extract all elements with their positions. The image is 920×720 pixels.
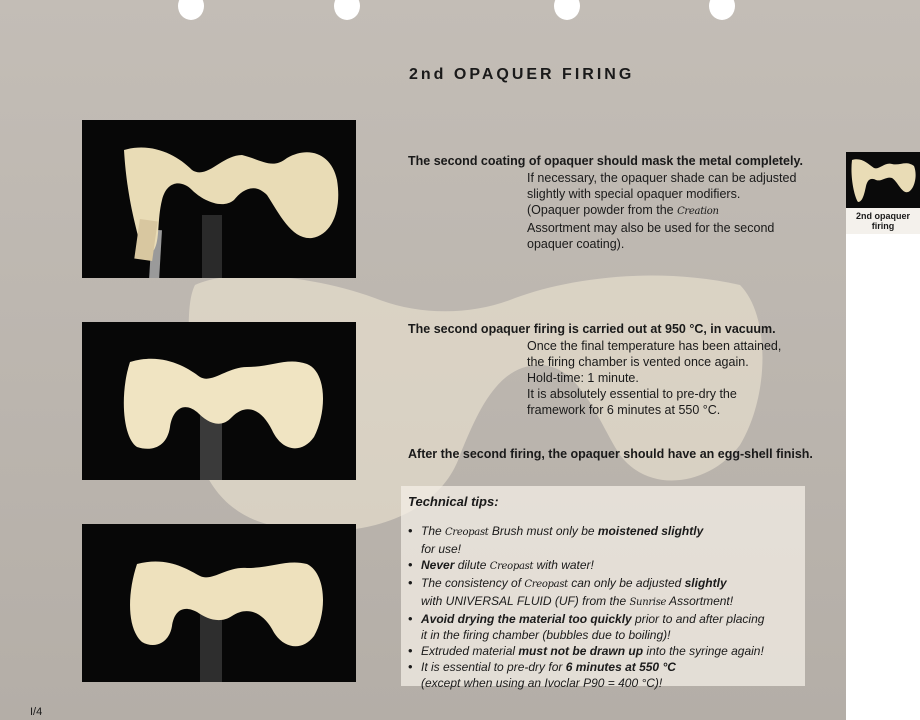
section3-lead: After the second firing, the opaquer should have an egg-shell finish. bbox=[408, 447, 813, 461]
section1-line-text: (Opaquer powder from the bbox=[527, 203, 678, 217]
tip-item-continuation: (except when using an Ivoclar P90 = 400 °C)! bbox=[421, 676, 663, 690]
side-tab-label bbox=[846, 211, 920, 231]
tip-item: • It is essential to pre-dry for 6 minutes at 550 °C bbox=[421, 659, 764, 675]
tip-item-continuation: it in the firing chamber (bubbles due to boiling)! bbox=[421, 628, 671, 642]
tip-item: • Extruded material must not be drawn up into the syringe again! bbox=[421, 643, 764, 659]
creation-brand-logo: Creation bbox=[677, 206, 719, 217]
tip-item: • Avoid drying the material too quickly prior to and after placing bbox=[421, 611, 764, 627]
side-tab-label-line: 2nd opaquer bbox=[855, 211, 910, 221]
page-number: I/4 bbox=[30, 706, 43, 718]
technical-tips-box bbox=[401, 486, 805, 690]
section1-line: opaquer coating). bbox=[527, 237, 625, 251]
section1-body bbox=[527, 170, 812, 252]
section2-lead: The second opaquer firing is carried out at 950 °C, in vacuum. bbox=[408, 322, 776, 336]
side-tab-thumbnail bbox=[846, 152, 920, 208]
section2-line: Once the final temperature has been attained, bbox=[527, 339, 782, 353]
tip-item-continuation: for use! bbox=[421, 542, 462, 556]
section1-line: Assortment may also be used for the second bbox=[527, 221, 775, 235]
sunrise-brand-logo: Sunrise bbox=[629, 597, 667, 608]
section2-line: Hold-time: 1 minute. bbox=[527, 371, 639, 385]
section1-line bbox=[527, 202, 812, 220]
tip-item-continuation: with UNIVERSAL FLUID (UF) from the Sunrise Assortment! bbox=[421, 594, 734, 608]
framework-photo-egg-shell bbox=[82, 524, 356, 682]
framework-photo-first-coat bbox=[82, 120, 356, 278]
section1-line: If necessary, the opaquer shade can be adjusted bbox=[527, 171, 797, 185]
tip-item: • The Creopast Brush must only be moistened slightly bbox=[421, 523, 764, 541]
side-margin bbox=[846, 234, 920, 720]
tip-item: • Never dilute Creopast with water! bbox=[421, 557, 764, 575]
section1-lead: The second coating of opaquer should mask the metal completely. bbox=[408, 154, 803, 168]
section2-line: It is absolutely essential to pre-dry the bbox=[527, 387, 737, 401]
tip-item: • The consistency of Creopast can only be adjusted slightly bbox=[421, 575, 764, 593]
section2-line: the firing chamber is vented once again. bbox=[527, 355, 749, 369]
creopast-brand-logo: Creopast bbox=[445, 527, 489, 538]
section2-line: framework for 6 minutes at 550 °C. bbox=[527, 403, 721, 417]
tips-heading: Technical tips: bbox=[408, 494, 499, 509]
framework-photo-after-firing bbox=[82, 322, 356, 480]
section1-line: slightly with special opaquer modifiers. bbox=[527, 187, 741, 201]
tips-list bbox=[401, 523, 764, 691]
section2-body bbox=[527, 338, 812, 418]
side-tab-label-line: firing bbox=[871, 221, 895, 231]
page-title: 2nd OPAQUER FIRING bbox=[409, 66, 635, 83]
creopast-brand-logo: Creopast bbox=[489, 561, 534, 572]
creopast-brand-logo: Creopast bbox=[524, 579, 568, 590]
side-index-tab[interactable] bbox=[846, 152, 920, 234]
